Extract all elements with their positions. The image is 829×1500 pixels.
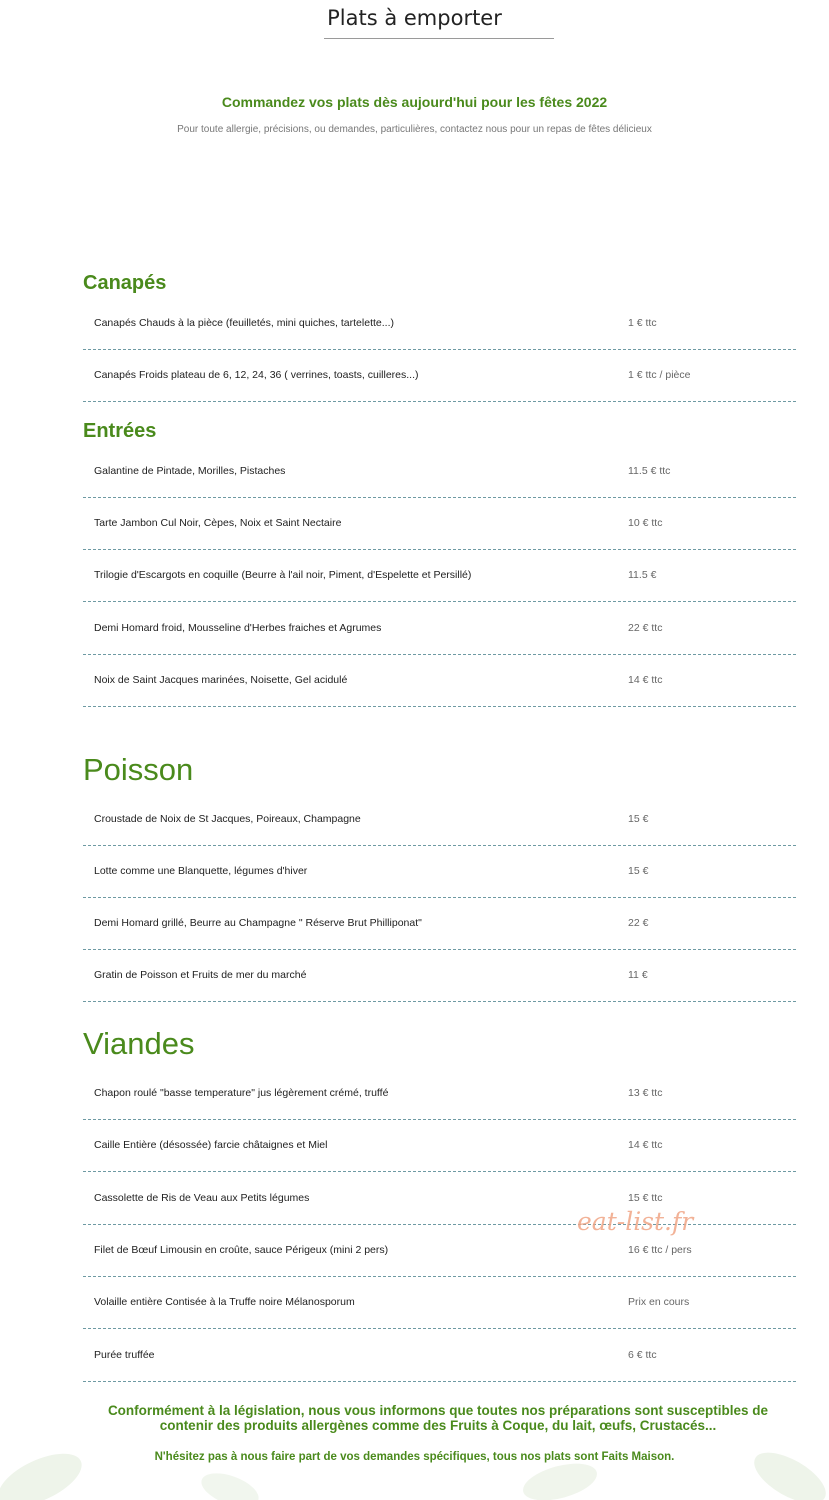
menu-item [83, 793, 796, 846]
item-name: Canapés Chauds à la pièce (feuilletés, mini quiches, tartelette...) [94, 317, 394, 329]
section-title-canapes: Canapés [83, 272, 167, 294]
order-headline: Commandez vos plats dès aujourd'hui pour les fêtes 2022 [221, 94, 608, 110]
allergy-subline: Pour toute allergie, précisions, ou demandes, particulières, contactez nous pour un repas de fêtes délicieux [177, 124, 652, 135]
section-title-entrees: Entrées [83, 420, 157, 442]
item-price: 10 € ttc [628, 517, 663, 529]
item-name: Galantine de Pintade, Morilles, Pistaches [94, 465, 286, 477]
item-price: 11 € [628, 969, 648, 981]
item-price: Prix en cours [628, 1296, 690, 1308]
item-price: 14 € ttc [628, 674, 663, 686]
menu-item [83, 549, 796, 602]
section-title-poisson: Poisson [83, 752, 194, 787]
menu-item [83, 297, 796, 350]
item-name: Caille Entière (désossée) farcie châtaignes et Miel [94, 1139, 328, 1151]
item-name: Cassolette de Ris de Veau aux Petits légumes [94, 1192, 310, 1204]
item-price: 1 € ttc [628, 317, 657, 329]
menu-item [83, 497, 796, 550]
menu-item [83, 1119, 796, 1172]
watermark: eat-list.fr [577, 1207, 694, 1236]
item-price: 13 € ttc [628, 1087, 663, 1099]
item-name: Tarte Jambon Cul Noir, Cèpes, Noix et Saint Nectaire [94, 517, 342, 529]
item-name: Filet de Bœuf Limousin en croûte, sauce Périgeux (mini 2 pers) [94, 1244, 389, 1256]
item-price: 15 € [628, 865, 649, 877]
item-name: Purée truffée [94, 1349, 155, 1361]
page-title: Plats à emporter [327, 6, 502, 31]
item-name: Chapon roulé "basse temperature" jus légèrement crémé, truffé [94, 1087, 389, 1099]
item-price: 14 € ttc [628, 1139, 663, 1151]
item-price: 22 € [628, 917, 649, 929]
homemade-notice: N'hésitez pas à nous faire part de vos demandes spécifiques, tous nos plats sont Faits Maison. [154, 1451, 675, 1463]
item-name: Trilogie d'Escargots en coquille (Beurre à l'ail noir, Piment, d'Espelette et Persillé) [94, 569, 472, 581]
item-name: Demi Homard froid, Mousseline d'Herbes fraiches et Agrumes [94, 622, 382, 634]
menu-item [83, 897, 796, 950]
item-name: Canapés Froids plateau de 6, 12, 24, 36 ( verrines, toasts, cuilleres...) [94, 369, 419, 381]
menu-item [83, 949, 796, 1002]
item-name: Noix de Saint Jacques marinées, Noisette, Gel acidulé [94, 674, 348, 686]
menu-item [83, 445, 796, 498]
item-price: 15 € [628, 813, 649, 825]
section-title-viandes: Viandes [83, 1026, 195, 1061]
menu-item [83, 349, 796, 402]
menu-item [83, 654, 796, 707]
menu-item [83, 1276, 796, 1329]
title-divider [324, 38, 554, 39]
item-name: Volaille entière Contisée à la Truffe noire Mélanosporum [94, 1296, 355, 1308]
item-price: 1 € ttc / pièce [628, 369, 691, 381]
item-price: 22 € ttc [628, 622, 663, 634]
menu-item [83, 602, 796, 655]
allergen-notice: Conformément à la législation, nous vous informons que toutes nos préparations sont susceptibles de contenir des produits allergènes comme des Fruits à Coque, du lait, œufs, Crustacés... [107, 1403, 769, 1433]
item-name: Lotte comme une Blanquette, légumes d'hiver [94, 865, 308, 877]
menu-item [83, 1067, 796, 1120]
item-name: Croustade de Noix de St Jacques, Poireaux, Champagne [94, 813, 361, 825]
menu-item [83, 1329, 796, 1382]
item-price: 16 € ttc / pers [628, 1244, 692, 1256]
item-name: Demi Homard grillé, Beurre au Champagne " Réserve Brut Philliponat" [94, 917, 422, 929]
item-price: 15 € ttc [628, 1192, 663, 1204]
item-price: 11.5 € ttc [628, 465, 671, 477]
item-price: 11.5 € [628, 569, 657, 581]
item-price: 6 € ttc [628, 1349, 657, 1361]
menu-item [83, 845, 796, 898]
item-name: Gratin de Poisson et Fruits de mer du marché [94, 969, 307, 981]
